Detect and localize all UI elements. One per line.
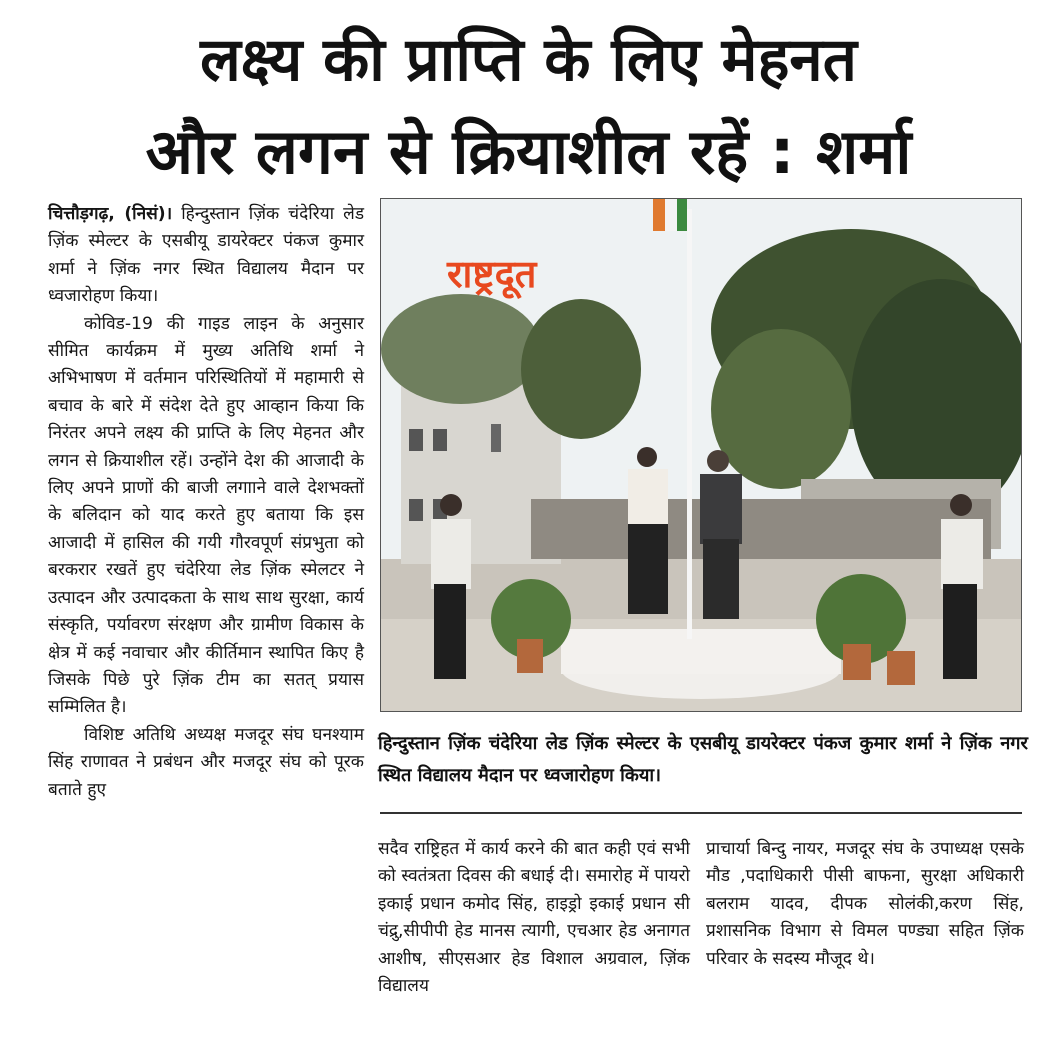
article-column-left — [48, 201, 364, 804]
photo-caption: हिन्दुस्तान ज़िंक चंदेरिया लेड ज़िंक स्मेल्टर के एसबीयू डायरेक्टर पंकज कुमार शर्मा ने ज़िंक नगर स्थित विद्यालय मैदान पर ध्वजारोहण किया। — [378, 733, 1028, 786]
headline-line-2: और लगन से क्रियाशील रहें : शर्मा — [145, 115, 912, 188]
dateline: चित्तौड़गढ़, (निसं)। — [48, 204, 173, 224]
article-paragraph-5: प्राचार्या बिन्दु नायर, मजदूर संघ के उपाध्यक्ष एसके मौड ,पदाधिकारी पीसी बाफना, सुरक्षा अधिकारी बलराम यादव, दीपक सोलंकी,करण सिंह, प्रशासनिक विभाग से विमल पण्ड्या सहित ज़िंक परिवार के सदस्य मौजूद थे। — [706, 839, 1024, 969]
article-paragraph-3: विशिष्ट अतिथि अध्यक्ष मजदूर संघ घनश्याम सिंह राणावत ने प्रबंधन और मजदूर संघ को पूरक बताते हुए — [48, 724, 364, 800]
article-paragraph-1 — [48, 201, 364, 311]
headline-line-1: लक्ष्य की प्राप्ति के लिए मेहनत — [200, 25, 857, 95]
article-paragraph-2: कोविड-19 की गाइड लाइन के अनुसार सीमित कार्यक्रम में मुख्य अतिथि शर्मा ने अभिभाषण में वर्तमान परिस्थितियों में महामारी से बचाव के बारे में संदेश देते हुए आव्हान किया कि निरंतर अपने लक्ष्य की प्राप्ति के लिए मेहनत और लगन से क्रियाशील रहें। उन्होंने देश की आजादी के लिए अपने प्राणों की बाजी लगााने वाले देशभक्तों के बलिदान को याद करते हुए बताया कि इस आजादी में हासिल की गयी गौरवपूर्ण संप्रभुता को बरकरार रखतें हुए चंदेरिया लेड ज़िंक स्मेलटर ने उत्पादन और उत्पादकता के साथ साथ सुरक्षा, कार्य संस्कृति, पर्यावरण संरक्षण और ग्रामीण विकास के क्षेत्र में कई नवाचार और कीर्तिमान स्थापित किए है जिसके पिछे पुरे ज़िंक टीम का सतत् प्रयास सम्मिलित है। — [48, 313, 364, 718]
paragraph-1-text: हिन्दुस्तान ज़िंक चंदेरिया लेड ज़िंक स्मेल्टर के एसबीयू डायरेक्टर पंकज कुमार शर्मा ने ज़िंक नगर स्थित विद्यालय मैदान पर ध्वजारोहण किया। — [48, 204, 365, 307]
article-column-right — [706, 836, 1024, 973]
news-photo — [380, 198, 1022, 712]
article-paragraph-4: सदैव राष्ट्रिहत में कार्य करने की बात कही एवं सभी को स्वतंत्रता दिवस की बधाई दी। समारोह में पायरो इकाई प्रधान कमोद सिंह, हाइड्रो इकाई प्रधान सी चंद्रु,सीपीपी हेड मानस त्यागी, एचआर हेड अनागत आशीष, सीएसआर हेड विशाल अग्रवाल, ज़िंक विद्यालय — [378, 839, 690, 997]
section-divider — [380, 812, 1022, 814]
article-column-middle — [378, 836, 690, 1000]
newspaper-watermark: राष्ट्रदूत — [447, 252, 537, 296]
